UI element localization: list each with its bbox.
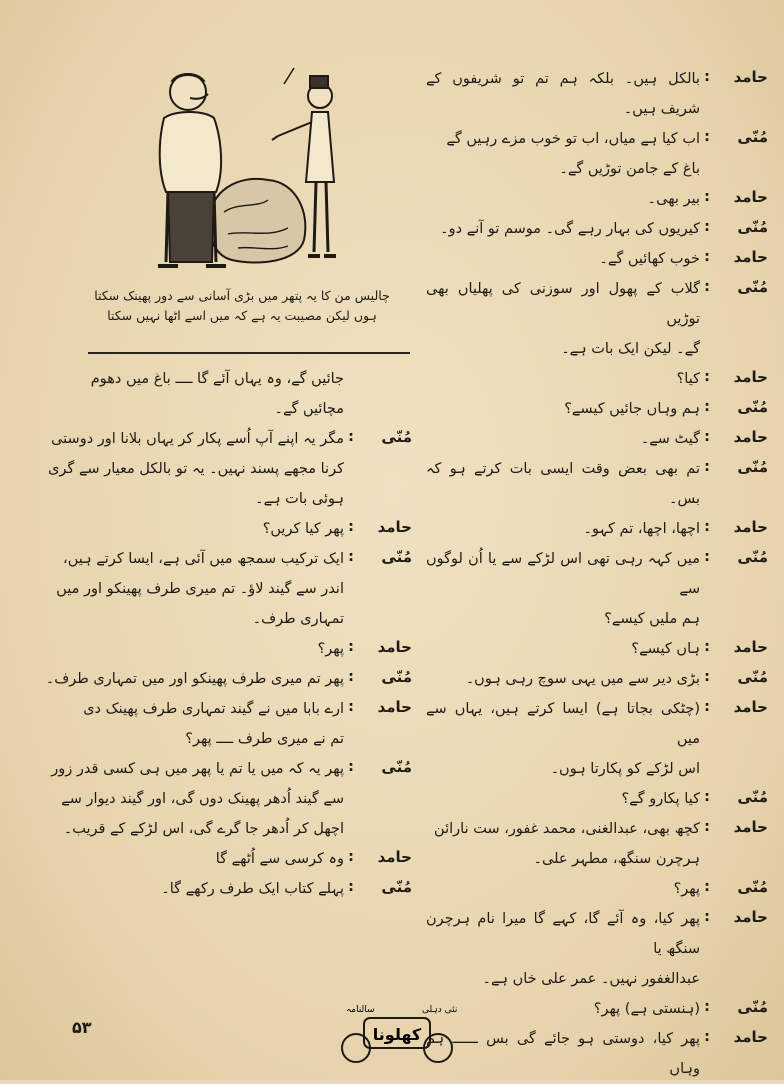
dialogue-text: بیر بھی۔ [647,191,700,207]
speaker-name: مُنّی [737,398,768,416]
speaker-colon: : [704,789,710,805]
dialogue-line [40,544,412,574]
dialogue-line [426,394,768,424]
speaker-colon: : [704,999,710,1015]
dialogue-line [40,574,412,604]
dialogue-text: تمہاری طرف۔ [252,611,344,627]
dialogue-text: مگر یہ اپنے آپ اُسے پکار کر یہاں بلانا اور دوستی [51,431,344,447]
dialogue-line [426,844,768,874]
dialogue-text: پھر؟ [317,641,344,657]
dialogue-text: جائیں گے، وہ یہاں آئے گا ــــ باغ میں دھوم [90,371,344,387]
speaker-colon: : [348,549,354,565]
speaker-name: مُنّی [737,668,768,686]
dialogue-text: عبدالغفور نہیں۔ عمر علی خاں ہے۔ [482,971,700,987]
speaker-colon: : [704,459,710,475]
logo-art [334,1002,460,1072]
speaker-name: مُنّی [737,218,768,236]
speaker-colon: : [704,669,710,685]
dialogue-line [426,454,768,514]
speaker-name: حامد [377,848,412,866]
speaker-colon: : [704,129,710,145]
illustration-caption: چالیس من کا یہ پتھر میں بڑی آسانی سے دور پھینک سکتا ہوں لیکن مصیبت یہ ہے کہ میں اسے اٹھا نہیں سکتا [94,288,390,323]
dialogue-text: خوب کھائیں گے۔ [599,251,700,267]
speaker-colon: : [704,819,710,835]
dialogue-line [40,514,412,544]
speaker-name: مُنّی [737,128,768,146]
speaker-name: مُنّی [737,878,768,896]
speaker-name: حامد [377,698,412,716]
speaker-colon: : [704,1029,710,1045]
dialogue-line [426,334,768,364]
speaker-colon: : [704,369,710,385]
speaker-name: حامد [733,518,768,536]
dialogue-line [426,424,768,454]
dialogue-text: کیا پکارو گے؟ [621,791,700,807]
dialogue-line [426,364,768,394]
dialogue-text: وہ کرسی سے اُٹھے گا [215,851,344,867]
dialogue-line [426,964,768,994]
dialogue-text: بڑی دیر سے میں یہی سوچ رہی ہوں۔ [465,671,700,687]
speaker-colon: : [704,399,710,415]
logo-subtitle-1: سالنامہ [346,1005,375,1015]
dialogue-line [426,214,768,244]
dialogue-text: پھر یہ کہ میں یا تم یا پھر میں ہی کسی قدر زور [51,761,344,777]
dialogue-text: ارے بابا میں نے گیند تمہاری طرف پھینک دی [83,701,344,717]
speaker-colon: : [704,249,710,265]
dialogue-line [40,634,412,664]
speaker-name: مُنّی [381,548,412,566]
dialogue-text: پہلے کتاب ایک طرف رکھے گا۔ [161,881,344,897]
speaker-name: حامد [733,818,768,836]
speaker-colon: : [704,519,710,535]
speaker-name: مُنّی [381,878,412,896]
dialogue-text: ہرچرن سنگھ، مطہر علی۔ [533,851,700,867]
dialogue-text: کیا؟ [676,371,700,387]
speaker-name: حامد [733,698,768,716]
speaker-colon: : [348,849,354,865]
dialogue-text: مچائیں گے۔ [274,401,344,417]
dialogue-line [40,694,412,724]
page-number: ۵۳ [72,1018,92,1037]
dialogue-text: (ہنستی ہے) پھر؟ [593,1001,700,1017]
dialogue-text: اس لڑکے کو پکارتا ہوں۔ [550,761,700,777]
left-column [40,364,412,904]
speaker-colon: : [704,69,710,85]
speaker-colon: : [348,669,354,685]
speaker-name: مُنّی [381,428,412,446]
dialogue-text: پھر کیا، وہ آئے گا، کہے گا میرا نام ہرچرن سنگھ یا [426,911,700,957]
dialogue-text: پھر تم میری طرف پھینکو اور میں تمہاری طرف۔ [45,671,344,687]
speaker-name: حامد [733,68,768,86]
dialogue-text: تم بھی بعض وقت ایسی بات کرتے ہو کہ بس۔ [426,461,700,507]
dialogue-line [40,454,412,484]
speaker-name: حامد [733,1028,768,1046]
dialogue-text: تم نے میری طرف ــــ پھر؟ [185,731,344,747]
dialogue-line [40,784,412,814]
dialogue-text: اب کیا ہے میاں، اب تو خوب مزے رہیں گے [446,131,700,147]
dialogue-text: ہم وہاں جائیں کیسے؟ [564,401,700,417]
dialogue-text: گلاب کے پھول اور سوزنی کی پھلیاں بھی توڑیں [426,281,700,327]
speaker-name: حامد [733,188,768,206]
speaker-name: حامد [733,428,768,446]
dialogue-line [426,64,768,124]
dialogue-text: (چٹکی بجاتا ہے) ایسا کرتے ہیں، یہاں سے میں [426,701,700,747]
dialogue-line [426,994,768,1024]
speaker-name: مُنّی [737,458,768,476]
dialogue-text: کچھ بھی، عبدالغنی، محمد غفور، ست نارائن [434,821,700,837]
dialogue-line [40,754,412,784]
speaker-name: حامد [733,638,768,656]
dialogue-text: اچھل کر اُدھر جا گرے گی، اس لڑکے کے قریب۔ [63,821,344,837]
speaker-colon: : [704,699,710,715]
speaker-colon: : [704,639,710,655]
speaker-colon: : [348,699,354,715]
dialogue-text: کرنا مجھے پسند نہیں۔ یہ تو بالکل معیار سے گری [48,461,344,477]
dialogue-text: گے۔ لیکن ایک بات ہے۔ [561,341,700,357]
dialogue-line [40,814,412,844]
dialogue-text: میں کہہ رہی تھی اس لڑکے سے یا اُن لوگوں سے [426,551,700,597]
speaker-colon: : [704,189,710,205]
dialogue-line [426,184,768,214]
speaker-colon: : [704,219,710,235]
dialogue-line [426,664,768,694]
dialogue-text: ایک ترکیب سمجھ میں آئی ہے، ایسا کرتے ہیں، [63,551,344,567]
dialogue-text: اندر سے گیند لاؤ۔ تم میری طرف پھینکو اور میں [56,581,344,597]
logo-subtitle-2: نئی دہلی [422,1005,458,1015]
dialogue-line [426,754,768,784]
dialogue-text: ہوئی بات ہے۔ [255,491,344,507]
dialogue-text: گیٹ سے۔ [640,431,700,447]
dialogue-text: ہاں کیسے؟ [631,641,700,657]
divider-rule [88,352,410,354]
speaker-name: حامد [377,518,412,536]
logo-title: کھلونا [372,1025,422,1044]
speaker-colon: : [348,879,354,895]
magazine-logo [334,1002,460,1072]
cartoon-illustration [128,62,348,284]
speaker-name: حامد [377,638,412,656]
speaker-colon: : [704,549,710,565]
speaker-name: مُنّی [737,788,768,806]
dialogue-line [426,154,768,184]
dialogue-line [426,814,768,844]
speaker-colon: : [348,639,354,655]
speaker-name: مُنّی [737,548,768,566]
dialogue-line [40,724,412,754]
dialogue-text: سے گیند اُدھر پھینک دوں گی، اور گیند دیوار سے [61,791,344,807]
speaker-colon: : [704,909,710,925]
dialogue-text: اچھا، اچھا، تم کہو۔ [583,521,700,537]
speaker-name: حامد [733,908,768,926]
dialogue-line [426,694,768,754]
dialogue-line [40,484,412,514]
dialogue-line [426,784,768,814]
speaker-colon: : [704,879,710,895]
dialogue-line [40,844,412,874]
speaker-name: حامد [733,368,768,386]
speaker-name: مُنّی [381,758,412,776]
speaker-colon: : [348,429,354,445]
dialogue-line [40,874,412,904]
dialogue-line [426,634,768,664]
dialogue-text: پھر کیا کریں؟ [262,521,344,537]
dialogue-line [426,874,768,904]
right-column [426,64,768,1084]
speaker-colon: : [704,279,710,295]
dialogue-text: ہم ملیں کیسے؟ [604,611,700,627]
dialogue-line [426,244,768,274]
speaker-name: مُنّی [737,278,768,296]
dialogue-line [40,394,412,424]
dialogue-text: باغ کے جامن توڑیں گے۔ [559,161,700,177]
speaker-name: مُنّی [381,668,412,686]
dialogue-text: پھر؟ [673,881,700,897]
dialogue-line [426,904,768,964]
dialogue-line [40,364,412,394]
speaker-colon: : [348,519,354,535]
dialogue-text: پھر کیا، دوستی ہو جائے گی بس ــــــ ہم وہاں [426,1031,700,1077]
speaker-colon: : [348,759,354,775]
dialogue-line [40,664,412,694]
dialogue-line [426,1024,768,1084]
dialogue-line [426,274,768,334]
dialogue-line [426,544,768,604]
speaker-name: مُنّی [737,998,768,1016]
dialogue-line [426,604,768,634]
dialogue-line [40,604,412,634]
dialogue-text: بالکل ہیں۔ بلکہ ہم تم تو شریفوں کے شریف ہیں۔ [426,71,700,117]
speaker-colon: : [704,429,710,445]
dialogue-line [426,124,768,154]
speaker-name: حامد [733,248,768,266]
dialogue-text: کیریوں کی بہار رہے گی۔ موسم تو آنے دو۔ [440,221,700,237]
dialogue-line [426,514,768,544]
dialogue-line [40,424,412,454]
